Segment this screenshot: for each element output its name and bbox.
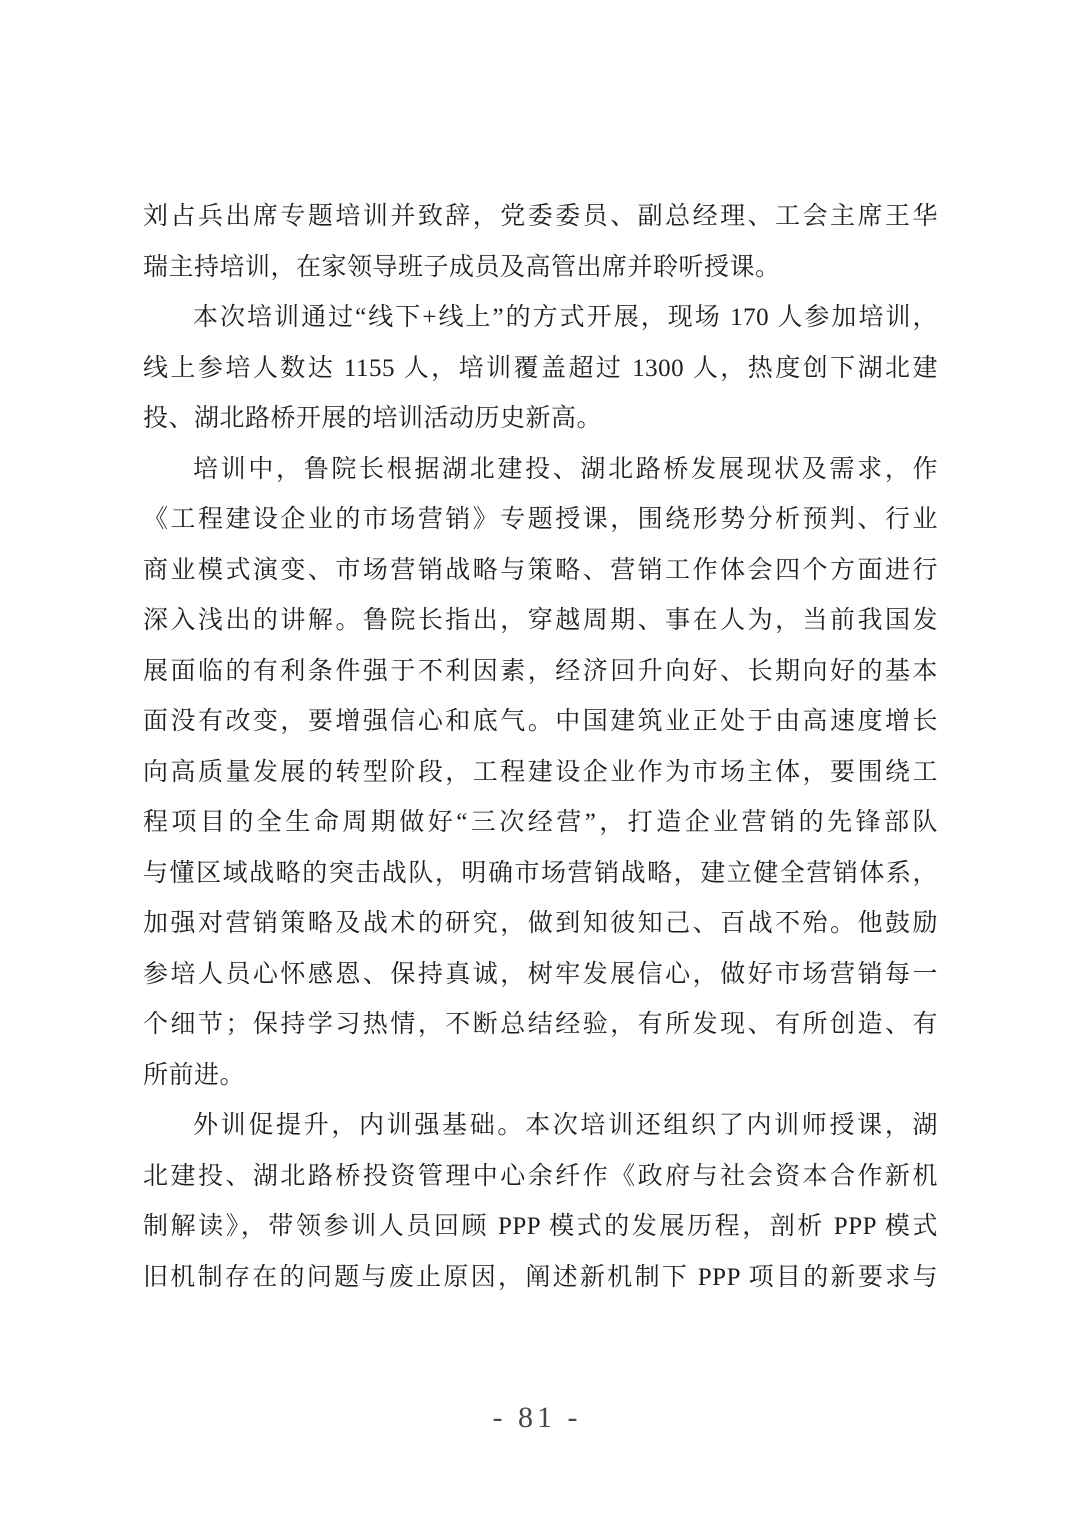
text-line: 投、湖北路桥开展的培训活动历史新高。 <box>143 405 603 432</box>
text-line: 本次培训通过“线下+线上”的方式开展，现场 170 人参加培训， <box>193 304 938 331</box>
text-line: 北建投、湖北路桥投资管理中心余纤作《政府与社会资本合作新机 <box>143 1162 938 1190</box>
text-line: 加强对营销策略及战术的研究，做到知彼知己、百战不殆。他鼓励 <box>143 910 938 937</box>
text-line: 参培人员心怀感恩、保持真诚，树牢发展信心，做好市场营销每一 <box>143 960 938 988</box>
text-line: 刘占兵出席专题培训并致辞，党委委员、副总经理、工会主席王华 <box>143 203 938 230</box>
text-line: 程项目的全生命周期做好“三次经营”，打造企业营销的先锋部队 <box>143 809 938 836</box>
text-line: 向高质量发展的转型阶段，工程建设企业作为市场主体，要围绕工 <box>143 758 938 786</box>
text-line: 个细节；保持学习热情，不断总结经验，有所发现、有所创造、有 <box>143 1011 938 1038</box>
document-body <box>143 192 938 1303</box>
text-line: 制解读》，带领参训人员回顾 PPP 模式的发展历程，剖析 PPP 模式 <box>143 1213 938 1240</box>
text-line: 面没有改变，要增强信心和底气。中国建筑业正处于由高速度增长 <box>143 708 938 735</box>
text-line: 深入浅出的讲解。鲁院长指出，穿越周期、事在人为，当前我国发 <box>143 607 938 634</box>
text-line: 线上参培人数达 1155 人，培训覆盖超过 1300 人，热度创下湖北建 <box>143 354 938 382</box>
text-line: 与懂区域战略的突击战队，明确市场营销战略，建立健全营销体系， <box>143 859 938 887</box>
text-line: 培训中，鲁院长根据湖北建投、湖北路桥发展现状及需求，作 <box>193 455 938 483</box>
text-line: 展面临的有利条件强于不利因素，经济回升向好、长期向好的基本 <box>143 657 938 685</box>
page-number: - 81 - <box>492 1401 582 1434</box>
text-line: 旧机制存在的问题与废止原因，阐述新机制下 PPP 项目的新要求与 <box>143 1263 938 1291</box>
text-line: 所前进。 <box>143 1061 246 1089</box>
text-line: 瑞主持培训，在家领导班子成员及高管出席并聆听授课。 <box>143 253 781 281</box>
text-line: 外训促提升，内训强基础。本次培训还组织了内训师授课，湖 <box>193 1112 938 1139</box>
text-line: 《工程建设企业的市场营销》专题授课，围绕形势分析预判、行业 <box>143 506 938 533</box>
text-line: 商业模式演变、市场营销战略与策略、营销工作体会四个方面进行 <box>143 556 938 584</box>
